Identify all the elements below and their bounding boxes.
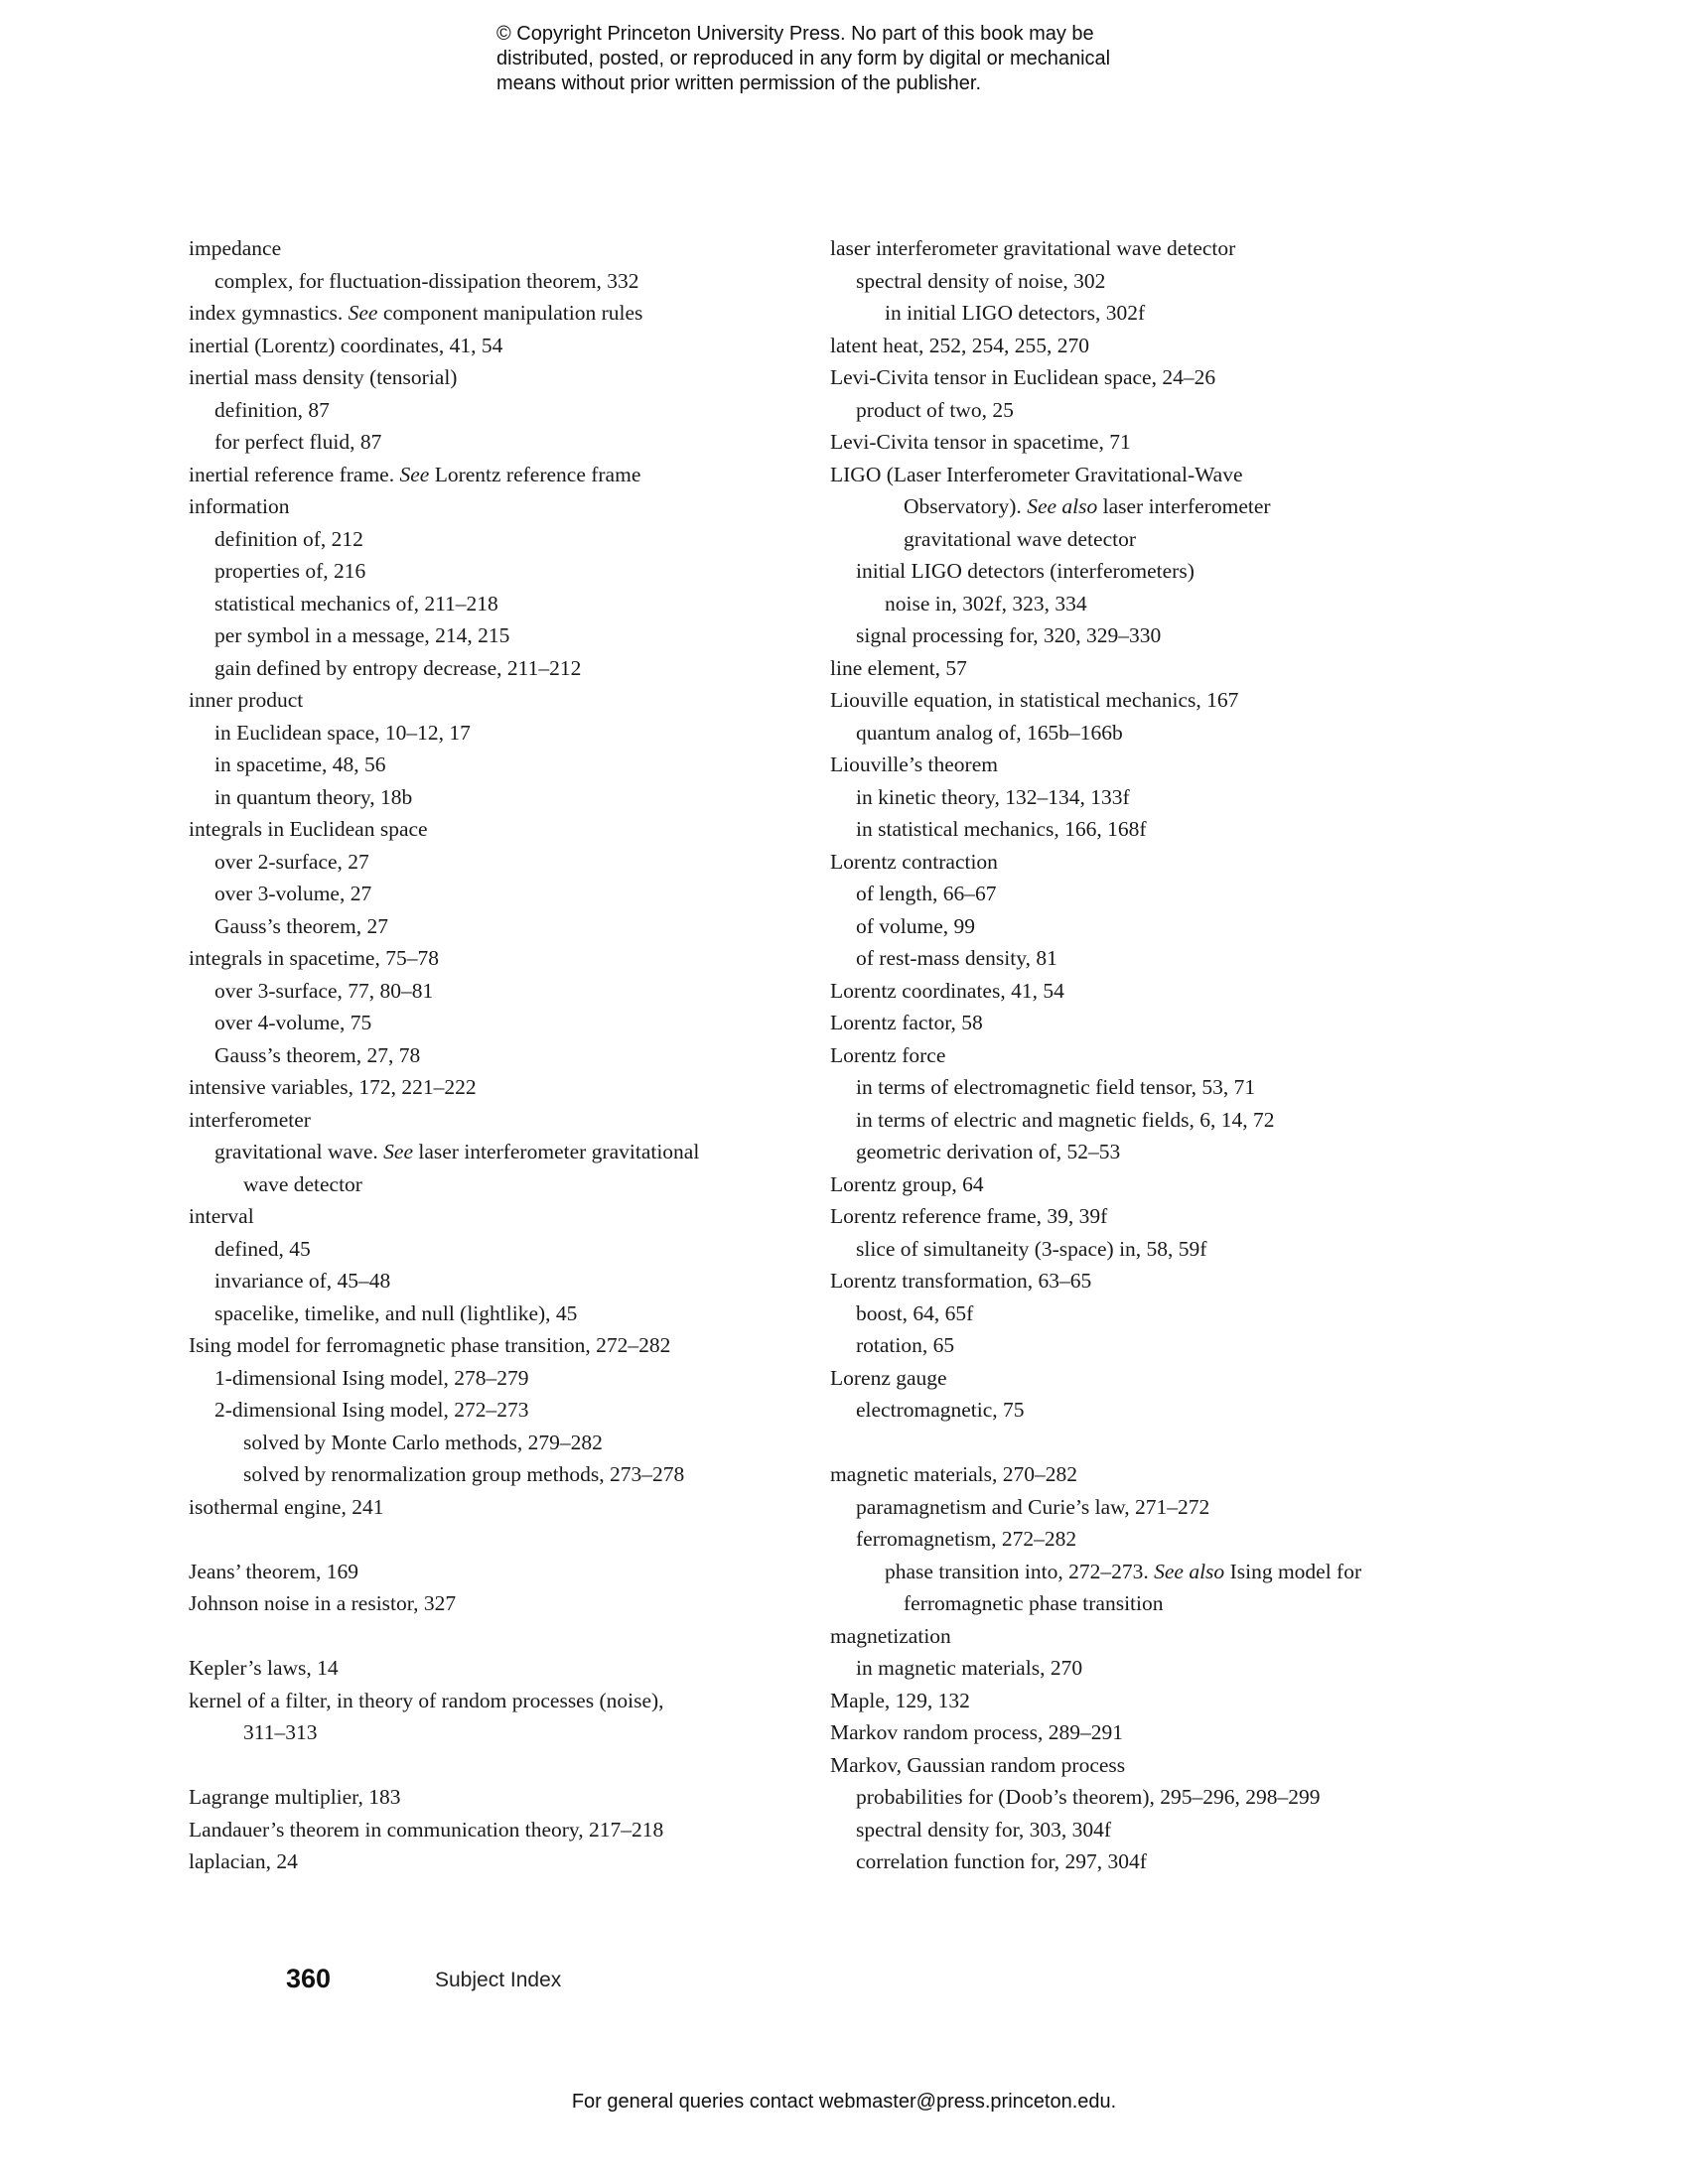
index-entry: impedance xyxy=(189,236,282,260)
copyright-notice xyxy=(496,22,1251,96)
index-entry: inertial mass density (tensorial) xyxy=(189,365,458,389)
index-entry: Lorentz reference frame, 39, 39f xyxy=(830,1204,1108,1228)
index-entry: Lorenz gauge xyxy=(830,1365,947,1390)
entry-text: index gymnastics. xyxy=(189,301,349,325)
copyright-line: distributed, posted, or reproduced in any form by digital or mechanical xyxy=(496,48,1111,69)
entry-text: gravitational wave. xyxy=(214,1140,384,1163)
index-entry: Markov, Gaussian random process xyxy=(830,1752,1126,1777)
index-letter-gap xyxy=(189,1749,804,1782)
index-subentry: signal processing for, 320, 329–330 xyxy=(856,623,1162,647)
index-subentry: probabilities for (Doob’s theorem), 295–296, 298–299 xyxy=(856,1785,1321,1809)
index-subentry: in spacetime, 48, 56 xyxy=(214,752,386,776)
index-entry: integrals in spacetime, 75–78 xyxy=(189,946,439,970)
entry-text: inertial reference frame. xyxy=(189,462,400,486)
see-reference: See xyxy=(383,1140,413,1163)
index-subentry: over 3-surface, 77, 80–81 xyxy=(214,978,434,1003)
index-entry: Ising model for ferromagnetic phase transition, 272–282 xyxy=(189,1333,671,1357)
index-subentry xyxy=(830,1556,1466,1588)
index-entry: latent heat, 252, 254, 255, 270 xyxy=(830,333,1089,357)
index-subentry: complex, for fluctuation-dissipation theorem, 332 xyxy=(214,268,639,293)
running-footer-title: Subject Index xyxy=(435,1969,562,1991)
entry-text: laser interferometer xyxy=(1097,494,1271,518)
index-entry: information xyxy=(189,494,290,518)
index-entry: Jeans’ theorem, 169 xyxy=(189,1559,358,1583)
index-subentry: for perfect fluid, 87 xyxy=(214,430,382,454)
index-entry: LIGO (Laser Interferometer Gravitational-Wave xyxy=(830,462,1243,486)
index-entry: interferometer xyxy=(189,1107,311,1132)
index-subentry: of volume, 99 xyxy=(856,913,976,938)
index-subentry xyxy=(189,1136,804,1168)
index-entry: kernel of a filter, in theory of random processes (noise), xyxy=(189,1688,664,1712)
index-subentry: statistical mechanics of, 211–218 xyxy=(214,591,498,615)
index-entry: line element, 57 xyxy=(830,655,967,680)
index-entry: Lorentz contraction xyxy=(830,849,998,874)
index-subentry: per symbol in a message, 214, 215 xyxy=(214,623,510,647)
index-subentry: definition of, 212 xyxy=(214,526,363,551)
index-column-right xyxy=(830,232,1466,1878)
index-subentry: over 3-volume, 27 xyxy=(214,882,372,905)
index-subentry: properties of, 216 xyxy=(214,559,366,583)
index-subentry: of rest-mass density, 81 xyxy=(856,946,1057,970)
entry-text: component manipulation rules xyxy=(377,301,643,325)
index-subentry: slice of simultaneity (3-space) in, 58, 59f xyxy=(856,1236,1207,1261)
index-subentry: invariance of, 45–48 xyxy=(214,1269,391,1293)
index-subentry: wave detector xyxy=(243,1171,362,1196)
index-subentry: geometric derivation of, 52–53 xyxy=(856,1140,1121,1163)
index-subentry: in kinetic theory, 132–134, 133f xyxy=(856,784,1130,809)
index-letter-gap xyxy=(189,1523,804,1556)
index-entry: Kepler’s laws, 14 xyxy=(189,1656,339,1680)
index-entry: Liouville’s theorem xyxy=(830,752,998,776)
index-entry: laser interferometer gravitational wave detector xyxy=(830,236,1236,260)
entry-text: Observatory). xyxy=(904,494,1028,518)
index-subentry: spectral density for, 303, 304f xyxy=(856,1817,1112,1842)
entry-text: laser interferometer gravitational xyxy=(413,1140,700,1163)
index-subentry: in terms of electromagnetic field tensor, 53, 71 xyxy=(856,1075,1256,1099)
copyright-line: means without prior written permission of the publisher. xyxy=(496,72,982,94)
index-subentry: gravitational wave detector xyxy=(904,526,1137,551)
entry-text: Ising model for xyxy=(1224,1559,1362,1583)
index-entry: isothermal engine, 241 xyxy=(189,1494,384,1519)
index-column-left xyxy=(189,232,804,1878)
index-subentry: 2-dimensional Ising model, 272–273 xyxy=(214,1398,529,1422)
index-entry: magnetization xyxy=(830,1623,951,1648)
index-entry: inertial (Lorentz) coordinates, 41, 54 xyxy=(189,333,503,357)
index-subentry: definition, 87 xyxy=(214,397,330,422)
index-subentry: over 4-volume, 75 xyxy=(214,1011,372,1034)
index-subentry: boost, 64, 65f xyxy=(856,1300,974,1325)
index-subentry: in terms of electric and magnetic fields, 6, 14, 72 xyxy=(856,1107,1275,1132)
index-subentry: Gauss’s theorem, 27 xyxy=(214,913,388,938)
index-subentry: in magnetic materials, 270 xyxy=(856,1656,1083,1680)
index-subentry: in statistical mechanics, 166, 168f xyxy=(856,817,1147,841)
index-entry: interval xyxy=(189,1204,254,1228)
index-subentry: in initial LIGO detectors, 302f xyxy=(885,301,1146,325)
see-reference: See xyxy=(348,301,378,325)
index-subentry: in quantum theory, 18b xyxy=(214,784,413,809)
index-subentry xyxy=(830,490,1466,523)
index-subentry: electromagnetic, 75 xyxy=(856,1398,1025,1422)
page-number: 360 xyxy=(286,1964,332,1993)
index-entry xyxy=(189,297,804,330)
index-subentry: in Euclidean space, 10–12, 17 xyxy=(214,720,471,745)
index-entry: laplacian, 24 xyxy=(189,1849,298,1873)
index-subentry: initial LIGO detectors (interferometers) xyxy=(856,559,1195,583)
contact-footer: For general queries contact webmaster@press.princeton.edu. xyxy=(571,2091,1117,2113)
index-entry: integrals in Euclidean space xyxy=(189,817,428,841)
index-entry: Lorentz factor, 58 xyxy=(830,1011,983,1034)
index-subentry: correlation function for, 297, 304f xyxy=(856,1849,1147,1873)
index-entry: Landauer’s theorem in communication theory, 217–218 xyxy=(189,1817,664,1842)
index-subentry: defined, 45 xyxy=(214,1236,311,1261)
copyright-line: © Copyright Princeton University Press. No part of this book may be xyxy=(496,23,1094,45)
index-subentry: spectral density of noise, 302 xyxy=(856,268,1106,293)
index-subentry: solved by Monte Carlo methods, 279–282 xyxy=(243,1430,603,1454)
index-entry xyxy=(189,459,804,491)
index-subentry: Gauss’s theorem, 27, 78 xyxy=(214,1042,421,1067)
index-subentry: gain defined by entropy decrease, 211–212 xyxy=(214,655,582,680)
see-reference: See also xyxy=(1154,1559,1225,1583)
index-entry: Lagrange multiplier, 183 xyxy=(189,1785,401,1809)
index-subentry: rotation, 65 xyxy=(856,1333,955,1357)
index-subentry: solved by renormalization group methods, 273–278 xyxy=(243,1462,685,1486)
entry-text: phase transition into, 272–273. xyxy=(885,1559,1155,1583)
see-reference: See also xyxy=(1027,494,1098,518)
index-subentry: over 2-surface, 27 xyxy=(214,849,369,874)
index-subentry: ferromagnetism, 272–282 xyxy=(856,1527,1077,1551)
index-entry: Liouville equation, in statistical mechanics, 167 xyxy=(830,688,1239,712)
index-entry: Johnson noise in a resistor, 327 xyxy=(189,1591,457,1615)
index-subentry: noise in, 302f, 323, 334 xyxy=(885,591,1087,615)
index-subentry: paramagnetism and Curie’s law, 271–272 xyxy=(856,1494,1210,1519)
index-subentry: of length, 66–67 xyxy=(856,882,997,905)
index-entry: inner product xyxy=(189,688,304,712)
index-entry: Maple, 129, 132 xyxy=(830,1688,970,1712)
index-entry: Lorentz group, 64 xyxy=(830,1171,984,1196)
index-entry: Markov random process, 289–291 xyxy=(830,1720,1123,1744)
index-subentry: 1-dimensional Ising model, 278–279 xyxy=(214,1365,529,1390)
index-subentry: ferromagnetic phase transition xyxy=(904,1591,1164,1615)
index-subentry: quantum analog of, 165b–166b xyxy=(856,720,1123,745)
index-entry: Lorentz force xyxy=(830,1042,946,1067)
index-letter-gap xyxy=(830,1427,1466,1459)
entry-text: Lorentz reference frame xyxy=(429,462,641,486)
index-entry: Levi-Civita tensor in Euclidean space, 24–26 xyxy=(830,365,1216,389)
index-subentry: spacelike, timelike, and null (lightlike), 45 xyxy=(214,1300,578,1325)
index-entry: Lorentz transformation, 63–65 xyxy=(830,1269,1092,1293)
index-entry: intensive variables, 172, 221–222 xyxy=(189,1075,477,1099)
see-reference: See xyxy=(399,462,430,486)
index-letter-gap xyxy=(189,1620,804,1653)
index-entry: Levi-Civita tensor in spacetime, 71 xyxy=(830,430,1131,454)
index-entry: magnetic materials, 270–282 xyxy=(830,1462,1077,1486)
index-subentry: product of two, 25 xyxy=(856,397,1014,422)
index-entry: Lorentz coordinates, 41, 54 xyxy=(830,978,1064,1003)
index-subentry: 311–313 xyxy=(243,1720,318,1744)
